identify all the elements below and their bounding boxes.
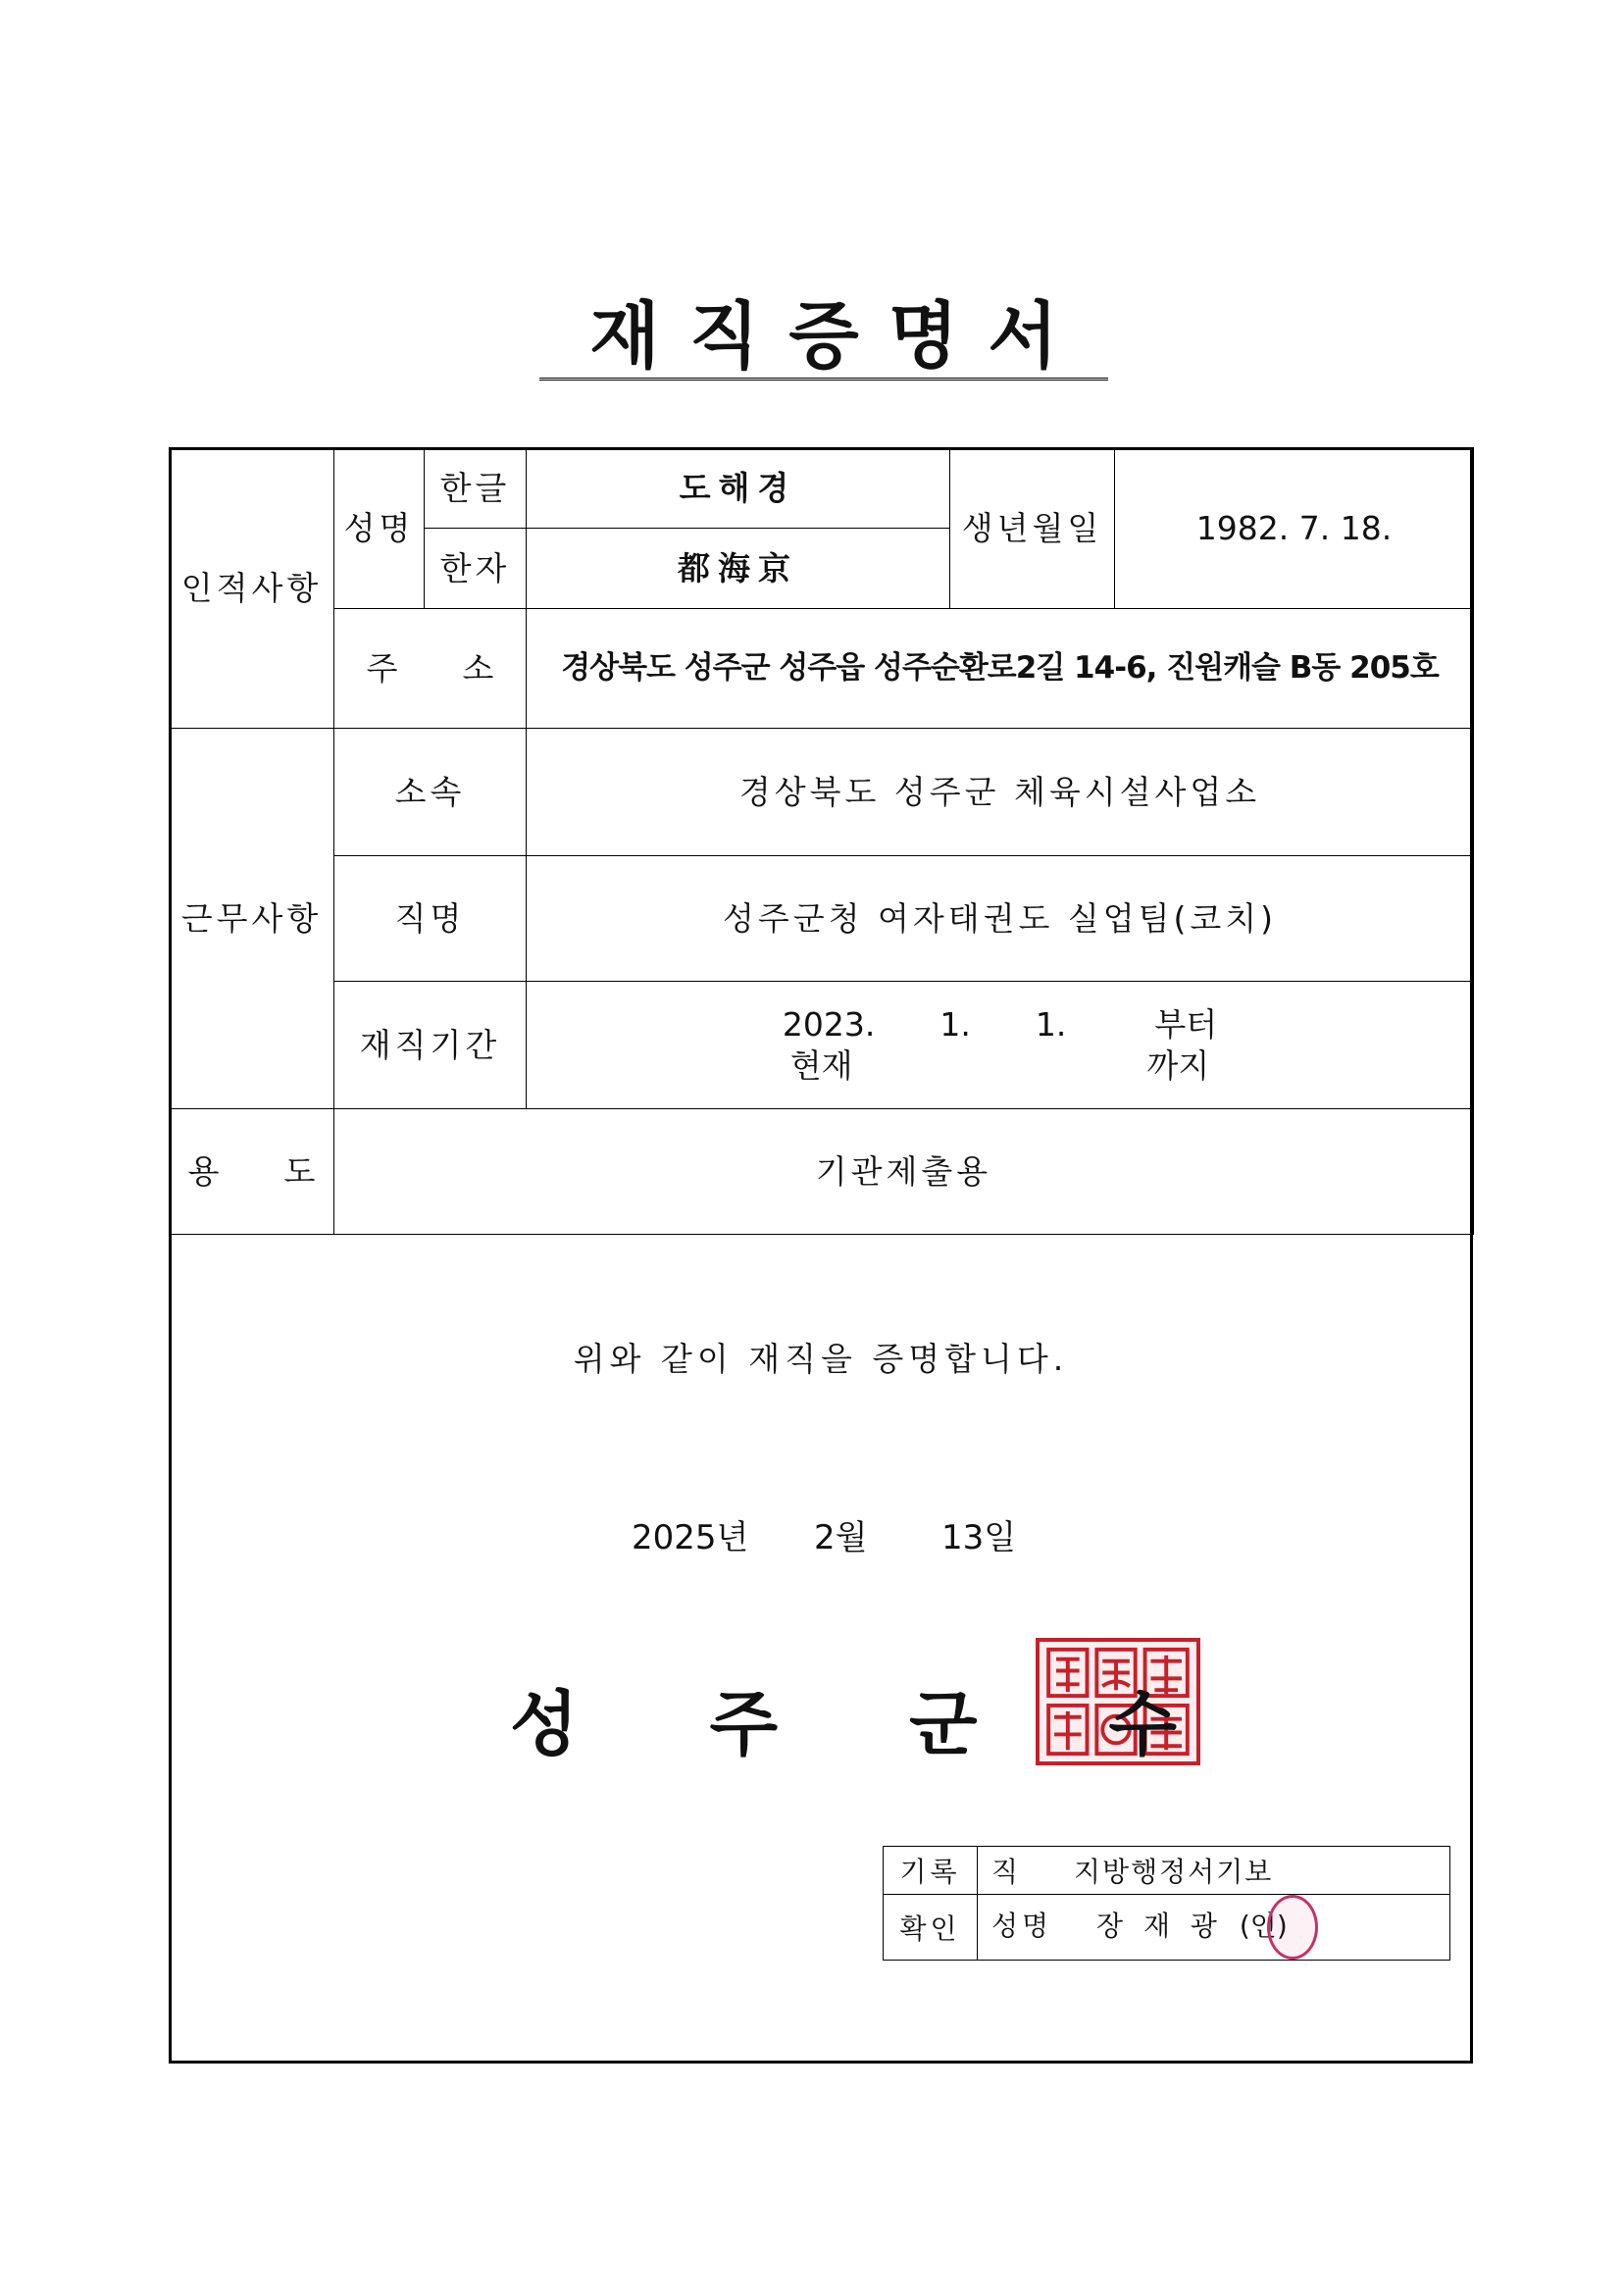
work-section-label: 근무사항 bbox=[170, 729, 334, 1109]
record-confirmation-table bbox=[883, 1846, 1450, 1961]
issuer-char-4: 수 bbox=[1108, 1683, 1177, 1765]
personal-seal-icon bbox=[1267, 1895, 1318, 1960]
official-title-label: 직 bbox=[991, 1856, 1019, 1888]
hanja-label: 한자 bbox=[425, 529, 527, 609]
official-name-label: 성명 bbox=[991, 1910, 1053, 1942]
document-title: 재직증명서 bbox=[539, 282, 1108, 381]
confirm-label: 확인 bbox=[884, 1895, 978, 1961]
hangul-label: 한글 bbox=[425, 448, 527, 529]
official-name-value: 장 재 광 bbox=[1096, 1910, 1223, 1942]
personal-section-label: 인적사항 bbox=[170, 448, 334, 729]
period-end: 현재 bbox=[789, 1045, 853, 1085]
affiliation-value: 경상북도 성주군 체육시설사업소 bbox=[527, 729, 1474, 856]
official-title-cell bbox=[978, 1847, 1450, 1895]
period-from: 부터 bbox=[1154, 1005, 1218, 1045]
period-start: 2023. 1. 1. bbox=[782, 1005, 1067, 1045]
position-value: 성주군청 여자태권도 실업팀(코치) bbox=[527, 856, 1474, 982]
issue-month: 2월 bbox=[814, 1518, 868, 1557]
official-title-value: 지방행정서기보 bbox=[1073, 1856, 1274, 1888]
hanja-name-value: 都海京 bbox=[527, 529, 950, 609]
position-label: 직명 bbox=[334, 856, 527, 982]
period-until: 까지 bbox=[1146, 1045, 1210, 1085]
issue-year: 2025년 bbox=[632, 1518, 749, 1557]
hangul-name-value: 도해경 bbox=[527, 448, 950, 529]
purpose-value: 기관제출용 bbox=[334, 1109, 1474, 1235]
issue-day: 13일 bbox=[941, 1518, 1017, 1557]
issuer-char-2: 주 bbox=[709, 1683, 779, 1765]
issuer-char-1: 성 bbox=[510, 1683, 579, 1765]
name-label: 성명 bbox=[334, 448, 425, 609]
period-label: 재직기간 bbox=[334, 982, 527, 1109]
address-value: 경상북도 성주군 성주읍 성주순환로2길 14-6, 진원캐슬 B동 205호 bbox=[527, 609, 1474, 729]
issuer-name bbox=[510, 1667, 1177, 1769]
employment-info-table bbox=[169, 447, 1474, 1235]
certification-statement: 위와 같이 재직을 증명합니다. bbox=[573, 1340, 1069, 1378]
record-label: 기록 bbox=[884, 1847, 978, 1895]
period-value bbox=[527, 982, 1474, 1109]
affiliation-label: 소속 bbox=[334, 729, 527, 856]
address-label: 주 소 bbox=[334, 609, 527, 729]
seal-mark-text: (인) bbox=[1239, 1910, 1288, 1942]
birth-date-label: 생년월일 bbox=[950, 448, 1115, 609]
issuer-char-3: 군 bbox=[908, 1683, 978, 1765]
purpose-label: 용 도 bbox=[170, 1109, 334, 1235]
birth-date-value: 1982. 7. 18. bbox=[1115, 448, 1474, 609]
official-name-cell bbox=[978, 1895, 1450, 1961]
